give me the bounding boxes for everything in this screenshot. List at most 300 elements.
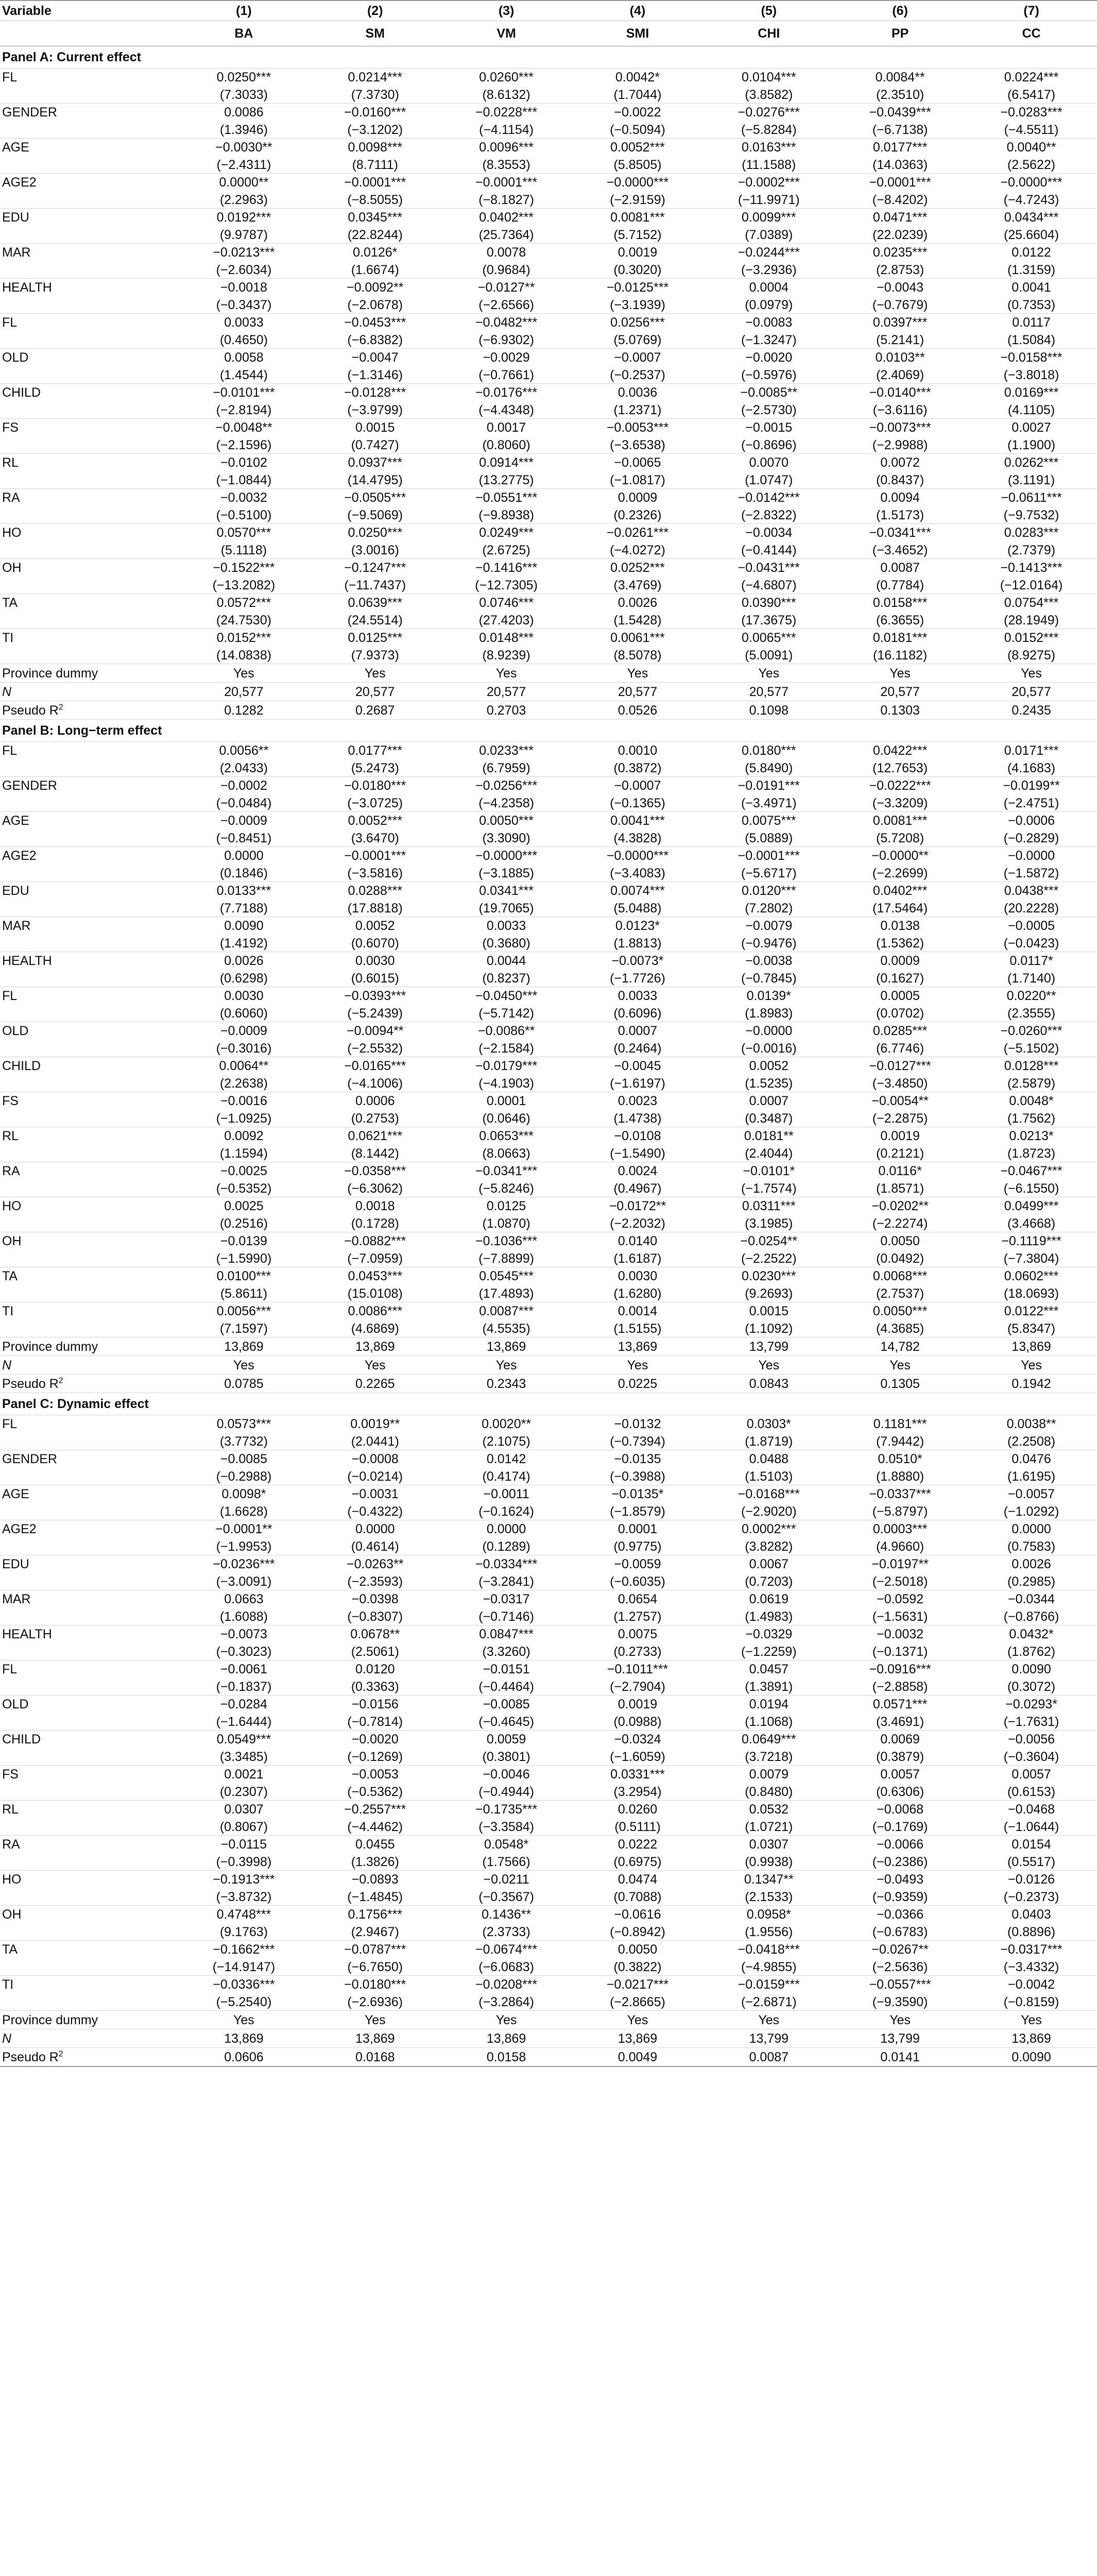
z-statistic-cell: (1.7566) <box>441 1853 572 1871</box>
coefficient-cell: 0.0017 <box>486 420 526 435</box>
summary-value: Yes <box>572 1356 704 1375</box>
z-statistic-cell: (−2.8322) <box>703 506 834 524</box>
coefficient-row <box>0 1415 1097 1433</box>
z-statistic-cell: (−0.3016) <box>178 1040 310 1057</box>
variable-name: FS <box>2 1767 19 1782</box>
coefficient-cell: −0.0191*** <box>738 778 800 793</box>
coefficient-cell: −0.0431*** <box>738 561 800 575</box>
coefficient-cell: −0.1735*** <box>475 1802 538 1817</box>
summary-value: 0.2703 <box>441 701 572 720</box>
z-statistic-cell: (2.2638) <box>178 1075 310 1092</box>
z-statistic-cell: (−0.1365) <box>572 794 704 812</box>
z-statistic-cell: (−0.5362) <box>310 1783 441 1801</box>
z-statistic-cell: (−4.6807) <box>703 577 834 594</box>
z-statistic-row <box>0 296 1097 314</box>
coefficient-cell: −0.0020 <box>351 1732 399 1747</box>
summary-value: 13,869 <box>441 1337 572 1356</box>
z-statistic-cell: (−0.8766) <box>966 1608 1097 1625</box>
coefficient-row <box>0 1302 1097 1320</box>
coefficient-cell: 0.0177*** <box>872 140 928 155</box>
coefficient-cell: 0.0285*** <box>872 1024 928 1038</box>
z-statistic-cell: (−1.5631) <box>834 1608 966 1625</box>
coefficient-cell: −0.0217*** <box>606 1977 669 1992</box>
z-statistic-cell: (0.2326) <box>572 506 704 524</box>
coefficient-cell: 0.0090 <box>1012 1662 1051 1676</box>
coefficient-cell: 0.0438*** <box>1004 884 1059 898</box>
z-statistic-cell: (−0.3988) <box>572 1468 704 1485</box>
coefficient-cell: −0.0042 <box>1007 1977 1055 1992</box>
variable-name: HEALTH <box>2 1627 52 1641</box>
z-statistic-cell: (−0.5100) <box>178 506 310 524</box>
summary-label-text: Pseudo R <box>2 2049 59 2064</box>
summary-label-text: Province dummy <box>2 2012 98 2027</box>
coefficient-cell: 0.0549*** <box>216 1732 271 1747</box>
z-statistic-cell: (0.5517) <box>966 1853 1097 1871</box>
z-statistic-cell: (−6.8382) <box>310 331 441 349</box>
variable-name: FL <box>2 989 18 1003</box>
z-statistic-cell: (0.8060) <box>441 436 572 454</box>
summary-row <box>0 683 1097 701</box>
z-statistic-cell: (−0.0423) <box>966 935 1097 952</box>
dependent-variable-header: SMI <box>572 21 704 46</box>
coefficient-row <box>0 1976 1097 1994</box>
coefficient-cell: −0.0068 <box>877 1802 924 1817</box>
coefficient-cell: 0.0331*** <box>610 1767 665 1782</box>
coefficient-cell: −0.1011*** <box>607 1662 669 1676</box>
coefficient-cell: 0.0139* <box>746 989 791 1003</box>
summary-value: 14,782 <box>834 1337 966 1356</box>
z-statistic-cell: (24.5514) <box>310 612 441 629</box>
coefficient-cell: 0.0000 <box>224 849 264 863</box>
column-number: (7) <box>966 1 1097 21</box>
summary-value: Yes <box>310 1356 441 1375</box>
coefficient-cell: 0.0040** <box>1006 140 1056 155</box>
coefficient-cell: −0.0009 <box>220 1024 267 1038</box>
z-statistic-row <box>0 1783 1097 1801</box>
z-statistic-cell: (9.1763) <box>178 1923 310 1941</box>
coefficient-cell: −0.0001*** <box>869 175 931 190</box>
coefficient-cell: −0.0048** <box>215 420 272 435</box>
coefficient-cell: −0.0002 <box>220 778 267 793</box>
coefficient-cell: −0.0172** <box>609 1199 666 1213</box>
coefficient-cell: 0.0471*** <box>872 210 928 225</box>
coefficient-cell: 0.1181*** <box>873 1417 927 1431</box>
z-statistic-cell: (−1.9953) <box>178 1538 310 1555</box>
coefficient-cell: 0.0033 <box>618 989 658 1003</box>
coefficient-cell: −0.0101*** <box>213 385 275 400</box>
coefficient-cell: −0.0020 <box>745 350 793 365</box>
z-statistic-row <box>0 1888 1097 1906</box>
column-number: (2) <box>310 1 441 21</box>
coefficient-row <box>0 1625 1097 1643</box>
z-statistic-cell: (8.7111) <box>310 156 441 174</box>
z-statistic-cell: (−0.1837) <box>178 1678 310 1696</box>
z-statistic-cell: (0.3872) <box>572 759 704 777</box>
z-statistic-row <box>0 331 1097 349</box>
coefficient-cell: 0.0602*** <box>1004 1269 1059 1283</box>
coefficient-cell: −0.0085 <box>483 1697 530 1711</box>
z-statistic-cell: (−3.4652) <box>834 541 966 559</box>
coefficient-cell: 0.0116* <box>878 1164 922 1178</box>
z-statistic-cell: (0.6015) <box>310 970 441 987</box>
z-statistic-cell: (−0.3437) <box>178 296 310 314</box>
coefficient-cell: 0.0036 <box>618 385 658 400</box>
coefficient-cell: −0.0001** <box>215 1522 272 1536</box>
z-statistic-row <box>0 1250 1097 1267</box>
z-statistic-cell: (6.7746) <box>834 1040 966 1057</box>
variable-name: GENDER <box>2 1452 57 1466</box>
coefficient-cell: −0.0398 <box>351 1592 399 1606</box>
coefficient-cell: −0.0557*** <box>869 1977 931 1992</box>
z-statistic-cell: (0.4174) <box>441 1468 572 1485</box>
coefficient-cell: 0.0455 <box>355 1837 395 1852</box>
z-statistic-cell: (0.9938) <box>703 1853 834 1871</box>
coefficient-cell: 0.0069 <box>880 1732 920 1747</box>
z-statistic-row <box>0 366 1097 384</box>
z-statistic-cell: (1.3826) <box>310 1853 441 1871</box>
z-statistic-cell: (11.1588) <box>703 156 834 174</box>
summary-value: Yes <box>834 664 966 683</box>
coefficient-cell: −0.0000 <box>745 1024 793 1038</box>
z-statistic-cell: (−8.1827) <box>441 191 572 209</box>
z-statistic-cell: (7.9373) <box>310 647 441 664</box>
z-statistic-cell: (0.2985) <box>966 1573 1097 1590</box>
z-statistic-cell: (3.3090) <box>441 829 572 847</box>
panel-title: Panel B: Long−term effect <box>0 720 1097 742</box>
z-statistic-row <box>0 794 1097 812</box>
z-statistic-cell: (3.6470) <box>310 829 441 847</box>
variable-name: RA <box>2 1164 20 1178</box>
coefficient-cell: 0.0488 <box>749 1452 789 1466</box>
coefficient-cell: 0.0140 <box>618 1234 658 1248</box>
z-statistic-cell: (−0.4322) <box>310 1503 441 1520</box>
z-statistic-cell: (8.0663) <box>441 1145 572 1162</box>
z-statistic-cell: (−3.9799) <box>310 401 441 419</box>
z-statistic-cell: (5.8490) <box>703 759 834 777</box>
coefficient-cell: −0.0140*** <box>869 385 931 400</box>
coefficient-cell: 0.0000 <box>1012 1522 1051 1536</box>
z-statistic-cell: (−0.6035) <box>572 1573 704 1590</box>
z-statistic-cell: (−1.3247) <box>703 331 834 349</box>
z-statistic-cell: (1.6280) <box>572 1285 704 1302</box>
z-statistic-cell: (1.1594) <box>178 1145 310 1162</box>
coefficient-cell: −0.1413*** <box>1000 561 1062 575</box>
z-statistic-cell: (−5.1502) <box>966 1040 1097 1057</box>
coefficient-cell: 0.0122*** <box>1004 1304 1059 1318</box>
z-statistic-cell: (2.4069) <box>834 366 966 384</box>
coefficient-cell: 0.0220** <box>1006 989 1056 1003</box>
z-statistic-cell: (17.5464) <box>834 900 966 917</box>
variable-name: TI <box>2 1977 14 1992</box>
coefficient-cell: 0.0432* <box>1009 1627 1054 1641</box>
coefficient-row <box>0 384 1097 402</box>
coefficient-cell: −0.0222*** <box>869 778 931 793</box>
coefficient-cell: 0.0030 <box>224 989 264 1003</box>
z-statistic-cell: (17.4893) <box>441 1285 572 1302</box>
coefficient-row <box>0 987 1097 1005</box>
z-statistic-cell: (−2.9988) <box>834 436 966 454</box>
coefficient-cell: 0.0074*** <box>610 884 665 898</box>
z-statistic-cell: (1.8571) <box>834 1180 966 1197</box>
summary-row <box>0 1337 1097 1356</box>
z-statistic-cell: (28.1949) <box>966 612 1097 629</box>
z-statistic-cell: (1.7140) <box>966 970 1097 987</box>
z-statistic-cell: (0.4614) <box>310 1538 441 1555</box>
variable-name: HO <box>2 1199 22 1213</box>
coefficient-row <box>0 1092 1097 1110</box>
coefficient-cell: 0.0098*** <box>348 140 403 155</box>
coefficient-cell: −0.0001*** <box>475 175 538 190</box>
z-statistic-row <box>0 1608 1097 1625</box>
variable-name-spacer <box>0 366 178 384</box>
coefficient-cell: 0.0181*** <box>872 631 928 645</box>
z-statistic-cell: (15.0108) <box>310 1285 441 1302</box>
z-statistic-cell: (−1.3146) <box>310 366 441 384</box>
summary-value: 0.1942 <box>966 1375 1097 1393</box>
z-statistic-cell: (0.7353) <box>966 296 1097 314</box>
coefficient-cell: −0.0208*** <box>475 1977 538 1992</box>
coefficient-cell: 0.0038** <box>1006 1417 1056 1431</box>
z-statistic-cell: (−1.5490) <box>572 1145 704 1162</box>
z-statistic-cell: (0.2733) <box>572 1643 704 1660</box>
z-statistic-cell: (−3.6116) <box>834 401 966 419</box>
coefficient-cell: −0.0053 <box>351 1767 399 1782</box>
z-statistic-cell: (−6.9302) <box>441 331 572 349</box>
coefficient-cell: 0.0021 <box>224 1767 264 1782</box>
coefficient-row <box>0 1660 1097 1679</box>
summary-value: 13,869 <box>178 2029 310 2048</box>
summary-value: Yes <box>441 1356 572 1375</box>
z-statistic-cell: (1.6195) <box>966 1468 1097 1485</box>
coefficient-cell: 0.0192*** <box>216 210 271 225</box>
coefficient-cell: −0.0127*** <box>869 1059 931 1073</box>
variable-name: FL <box>2 1417 18 1431</box>
z-statistic-cell: (−3.1939) <box>572 296 704 314</box>
summary-value: 0.0606 <box>178 2048 310 2067</box>
coefficient-cell: −0.0135 <box>614 1452 661 1466</box>
z-statistic-cell: (−0.3998) <box>178 1853 310 1871</box>
z-statistic-cell: (−9.5069) <box>310 506 441 524</box>
z-statistic-cell: (3.1191) <box>966 471 1097 489</box>
summary-value: 0.0168 <box>310 2048 441 2067</box>
variable-name-spacer <box>0 970 178 987</box>
coefficient-cell: 0.0026 <box>618 596 658 610</box>
z-statistic-cell: (1.7562) <box>966 1110 1097 1127</box>
z-statistic-cell: (0.3879) <box>834 1748 966 1766</box>
summary-label-superscript: 2 <box>58 2049 63 2059</box>
z-statistic-row <box>0 1145 1097 1162</box>
summary-label-text: Province dummy <box>2 666 98 681</box>
column-number: (5) <box>703 1 834 21</box>
coefficient-cell: 0.0087 <box>880 561 920 575</box>
z-statistic-cell: (0.8896) <box>966 1923 1097 1941</box>
variable-name: AGE2 <box>2 1522 37 1536</box>
z-statistic-cell: (−3.2841) <box>441 1573 572 1590</box>
z-statistic-cell: (1.8719) <box>703 1433 834 1450</box>
coefficient-cell: 0.0030 <box>355 954 395 968</box>
z-statistic-cell: (−5.8246) <box>441 1180 572 1197</box>
summary-label <box>0 2011 178 2029</box>
column-number-row <box>0 1 1097 21</box>
summary-value: 13,869 <box>966 2029 1097 2048</box>
coefficient-cell: 0.0572*** <box>216 596 271 610</box>
coefficient-cell: −0.2557*** <box>344 1802 406 1817</box>
z-statistic-cell: (−3.1202) <box>310 121 441 139</box>
z-statistic-cell: (8.1442) <box>310 1145 441 1162</box>
coefficient-cell: 0.0067 <box>749 1557 789 1571</box>
coefficient-cell: −0.0505*** <box>344 490 406 505</box>
variable-name-spacer <box>0 471 178 489</box>
coefficient-row <box>0 594 1097 612</box>
coefficient-cell: 0.0307 <box>224 1802 264 1817</box>
z-statistic-row <box>0 1573 1097 1590</box>
coefficient-cell: 0.0746*** <box>479 596 534 610</box>
variable-name: FL <box>2 743 18 758</box>
z-statistic-cell: (5.2141) <box>834 331 966 349</box>
z-statistic-cell: (2.4044) <box>703 1145 834 1162</box>
variable-name-spacer <box>0 577 178 594</box>
column-number: (3) <box>441 1 572 21</box>
coefficient-cell: 0.0099*** <box>741 210 796 225</box>
z-statistic-cell: (7.9442) <box>834 1433 966 1450</box>
variable-name: EDU <box>2 210 29 225</box>
coefficient-cell: 0.0081*** <box>872 814 928 828</box>
z-statistic-cell: (−1.8579) <box>572 1503 704 1520</box>
z-statistic-cell: (7.7188) <box>178 900 310 917</box>
coefficient-cell: −0.0283*** <box>1000 105 1062 120</box>
coefficient-cell: 0.1756*** <box>348 1907 403 1922</box>
z-statistic-cell: (8.5078) <box>572 647 704 664</box>
z-statistic-cell: (1.8983) <box>703 1005 834 1022</box>
summary-value: Yes <box>178 1356 310 1375</box>
z-statistic-cell: (−3.8732) <box>178 1888 310 1906</box>
variable-name-spacer <box>0 1075 178 1092</box>
z-statistic-cell: (−0.1624) <box>441 1503 572 1520</box>
coefficient-cell: −0.0329 <box>745 1627 793 1641</box>
variable-name-spacer <box>0 1888 178 1906</box>
z-statistic-cell: (0.2753) <box>310 1110 441 1127</box>
coefficient-row <box>0 629 1097 647</box>
coefficient-cell: 0.0096*** <box>479 140 534 155</box>
summary-row <box>0 664 1097 683</box>
coefficient-cell: −0.0128*** <box>344 385 406 400</box>
coefficient-cell: −0.1036*** <box>475 1234 538 1248</box>
coefficient-cell: −0.0439*** <box>869 105 931 120</box>
z-statistic-cell: (2.1075) <box>441 1433 572 1450</box>
coefficient-cell: 0.0148*** <box>479 631 534 645</box>
coefficient-cell: −0.0160*** <box>344 105 406 120</box>
z-statistic-cell: (−1.6197) <box>572 1075 704 1092</box>
variable-name: CHILD <box>2 1059 41 1073</box>
z-statistic-cell: (0.6975) <box>572 1853 704 1871</box>
coefficient-cell: 0.0177*** <box>348 743 403 758</box>
z-statistic-cell: (−2.1596) <box>178 436 310 454</box>
coefficient-row <box>0 1197 1097 1215</box>
z-statistic-cell: (−1.0644) <box>966 1818 1097 1836</box>
coefficient-cell: 0.0000** <box>219 175 269 190</box>
coefficient-cell: −0.0284 <box>220 1697 267 1711</box>
z-statistic-cell: (−4.4348) <box>441 401 572 419</box>
summary-value: 0.1305 <box>834 1375 966 1393</box>
coefficient-row <box>0 917 1097 935</box>
summary-value: 0.0526 <box>572 701 704 720</box>
z-statistic-cell: (2.2508) <box>966 1433 1097 1450</box>
z-statistic-cell: (−2.2875) <box>834 1110 966 1127</box>
coefficient-cell: 0.0958* <box>746 1907 791 1922</box>
coefficient-cell: 0.0510* <box>878 1452 922 1466</box>
z-statistic-cell: (−4.2358) <box>441 794 572 812</box>
z-statistic-row <box>0 1713 1097 1731</box>
z-statistic-cell: (0.8237) <box>441 970 572 987</box>
summary-value: 20,577 <box>441 683 572 701</box>
variable-name-spacer <box>0 1783 178 1801</box>
z-statistic-cell: (0.3801) <box>441 1748 572 1766</box>
summary-value: 13,869 <box>310 1337 441 1356</box>
coefficient-cell: 0.0163*** <box>741 140 796 155</box>
summary-label-text: Province dummy <box>2 1339 98 1354</box>
z-statistic-cell: (−2.8858) <box>834 1678 966 1696</box>
coefficient-cell: −0.0179*** <box>475 1059 538 1073</box>
coefficient-cell: 0.0214*** <box>348 70 403 84</box>
coefficient-cell: −0.0165*** <box>344 1059 406 1073</box>
z-statistic-cell: (−0.1269) <box>310 1748 441 1766</box>
variable-name-spacer <box>0 1958 178 1976</box>
z-statistic-cell: (18.0693) <box>966 1285 1097 1302</box>
coefficient-cell: 0.0847*** <box>479 1627 534 1641</box>
coefficient-row <box>0 777 1097 795</box>
coefficient-cell: −0.0468 <box>1007 1802 1055 1817</box>
z-statistic-cell: (−0.4944) <box>441 1783 572 1801</box>
coefficient-cell: 0.0545*** <box>479 1269 534 1283</box>
coefficient-cell: 0.0117 <box>1012 315 1051 330</box>
z-statistic-row <box>0 1075 1097 1092</box>
coefficient-cell: 0.0621*** <box>348 1129 403 1143</box>
z-statistic-row <box>0 1958 1097 1976</box>
z-statistic-cell: (7.2802) <box>703 900 834 917</box>
coefficient-cell: −0.0073*** <box>869 420 931 435</box>
z-statistic-cell: (2.3510) <box>834 86 966 104</box>
z-statistic-cell: (−0.8451) <box>178 829 310 847</box>
coefficient-cell: 0.0056** <box>219 743 269 758</box>
coefficient-cell: −0.0000 <box>1007 849 1055 863</box>
z-statistic-cell: (−0.2988) <box>178 1468 310 1485</box>
z-statistic-cell: (3.8282) <box>703 1538 834 1555</box>
variable-name: CHILD <box>2 1732 41 1747</box>
coefficient-cell: −0.0260*** <box>1000 1024 1062 1038</box>
z-statistic-cell: (−4.0272) <box>572 541 704 559</box>
coefficient-row <box>0 139 1097 157</box>
z-statistic-cell: (5.2473) <box>310 759 441 777</box>
z-statistic-row <box>0 191 1097 209</box>
coefficient-cell: −0.0073 <box>220 1627 267 1641</box>
panel-title: Panel A: Current effect <box>0 46 1097 69</box>
z-statistic-cell: (1.6674) <box>310 261 441 279</box>
z-statistic-cell: (−5.8284) <box>703 121 834 139</box>
coefficient-cell: −0.0032 <box>877 1627 924 1641</box>
coefficient-cell: 0.0128*** <box>1004 1059 1059 1073</box>
summary-value: 0.2435 <box>966 701 1097 720</box>
coefficient-cell: 0.0004 <box>749 280 789 295</box>
coefficient-cell: −0.0016 <box>220 1094 267 1108</box>
coefficient-cell: 0.0222 <box>618 1837 658 1852</box>
z-statistic-cell: (0.6306) <box>834 1783 966 1801</box>
coefficient-cell: −0.0202** <box>871 1199 929 1213</box>
z-statistic-cell: (1.6088) <box>178 1608 310 1625</box>
z-statistic-cell: (2.8753) <box>834 261 966 279</box>
z-statistic-cell: (−7.8899) <box>441 1250 572 1267</box>
z-statistic-cell: (−2.6871) <box>703 1993 834 2011</box>
z-statistic-cell: (−3.5816) <box>310 865 441 882</box>
